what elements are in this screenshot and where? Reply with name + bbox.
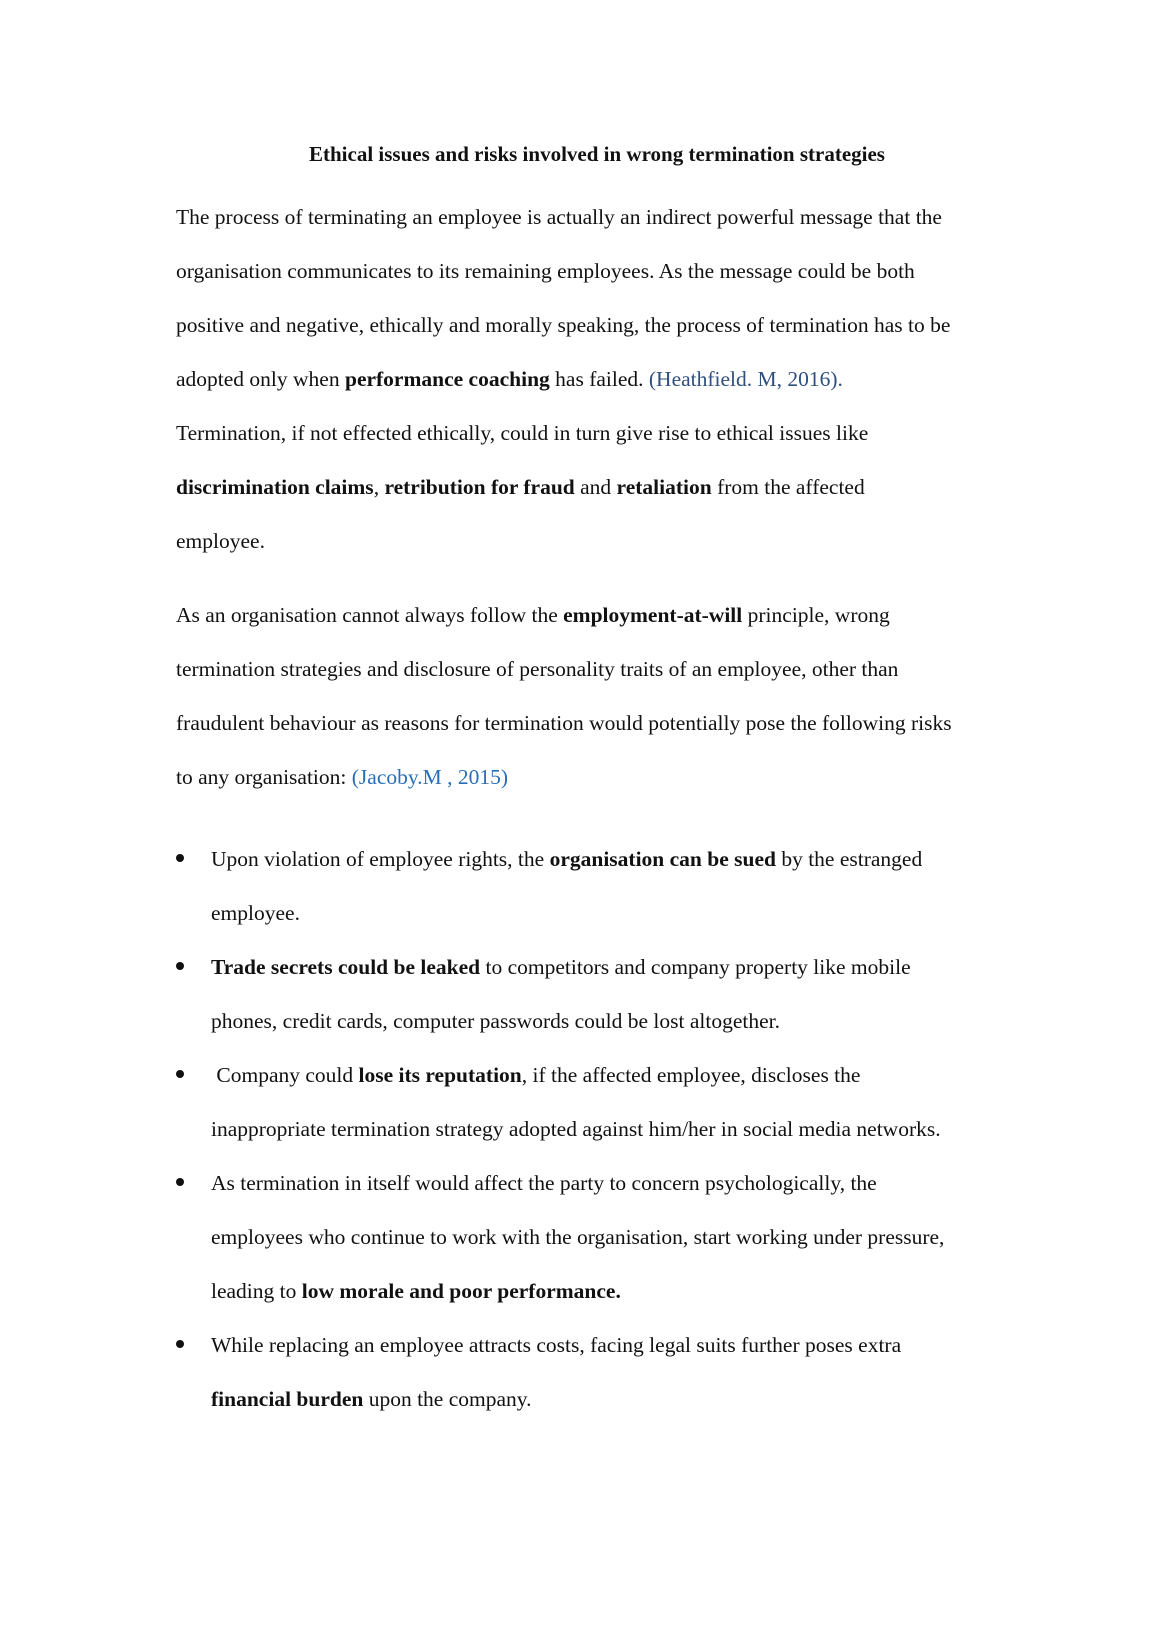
citation: (Heathfield. M, 2016). xyxy=(648,367,843,391)
bold-term: Trade secrets could be leaked xyxy=(211,955,481,979)
text-line xyxy=(176,588,1036,642)
text-line: phones, credit cards, computer passwords could be lost altogether. xyxy=(211,1009,781,1033)
text-run: , xyxy=(373,475,385,499)
text-run: principle, wrong xyxy=(742,603,890,627)
list-item xyxy=(176,1156,1036,1318)
text-run: , if the affected employee, discloses the xyxy=(521,1063,861,1087)
bullet-icon xyxy=(176,1340,184,1348)
text-line xyxy=(176,750,1036,804)
text-line xyxy=(211,940,1036,994)
text-line xyxy=(211,1372,1036,1426)
text-run: by the estranged xyxy=(775,847,923,871)
text-line: fraudulent behaviour as reasons for termination would potentially pose the following risks xyxy=(176,711,952,735)
risk-list xyxy=(176,832,1036,1426)
text-run: Upon violation of employee rights, the xyxy=(211,847,550,871)
bold-term: employment-at-will xyxy=(563,603,743,627)
bold-term: retribution for fraud xyxy=(384,475,575,499)
bullet-icon xyxy=(176,962,184,970)
text-run: adopted only when xyxy=(176,367,345,391)
text-run: and xyxy=(574,475,617,499)
text-run: upon the company. xyxy=(363,1387,532,1411)
paragraph-1 xyxy=(176,190,1036,568)
document-title: Ethical issues and risks involved in wrong termination strategies xyxy=(309,142,885,166)
bullet-icon xyxy=(176,1070,184,1078)
bold-term: organisation can be sued xyxy=(549,847,776,871)
text-line: The process of terminating an employee is actually an indirect powerful message that the xyxy=(176,205,942,229)
list-item xyxy=(176,1318,1036,1426)
bold-term: performance coaching xyxy=(344,367,550,391)
text-line xyxy=(211,1264,1036,1318)
list-item xyxy=(176,832,1036,940)
text-line: positive and negative, ethically and morally speaking, the process of termination has to be xyxy=(176,313,951,337)
text-line: employee. xyxy=(176,529,265,553)
text-run: from the affected xyxy=(711,475,865,499)
bold-term: low morale and poor performance. xyxy=(301,1279,621,1303)
text-run: to competitors and company property like mobile xyxy=(480,955,911,979)
bullet-icon xyxy=(176,854,184,862)
text-line: employee. xyxy=(211,901,300,925)
text-line: inappropriate termination strategy adopted against him/her in social media networks. xyxy=(211,1117,941,1141)
text-line xyxy=(176,352,1036,406)
text-line: employees who continue to work with the organisation, start working under pressure, xyxy=(211,1225,945,1249)
text-line: organisation communicates to its remaining employees. As the message could be both xyxy=(176,259,915,283)
text-run: to any organisation: xyxy=(176,765,352,789)
bold-term: financial burden xyxy=(211,1387,364,1411)
text-run: leading to xyxy=(211,1279,302,1303)
list-item xyxy=(176,1048,1036,1156)
paragraph-2 xyxy=(176,588,1036,804)
list-item xyxy=(176,940,1036,1048)
text-run: Company could xyxy=(211,1063,359,1087)
bullet-icon xyxy=(176,1178,184,1186)
text-line: As termination in itself would affect the party to concern psychologically, the xyxy=(211,1171,877,1195)
text-line: termination strategies and disclosure of personality traits of an employee, other than xyxy=(176,657,899,681)
text-line xyxy=(176,460,1036,514)
text-run: has failed. xyxy=(549,367,649,391)
bold-term: retaliation xyxy=(616,475,712,499)
bold-term: lose its reputation xyxy=(358,1063,522,1087)
bold-term: discrimination claims xyxy=(176,475,374,499)
citation: (Jacoby.M , 2015) xyxy=(351,765,509,789)
text-run: As an organisation cannot always follow the xyxy=(176,603,564,627)
text-line: Termination, if not effected ethically, could in turn give rise to ethical issues like xyxy=(176,421,869,445)
text-line: While replacing an employee attracts costs, facing legal suits further poses extra xyxy=(211,1333,902,1357)
text-line xyxy=(211,832,1036,886)
text-line xyxy=(211,1048,1036,1102)
